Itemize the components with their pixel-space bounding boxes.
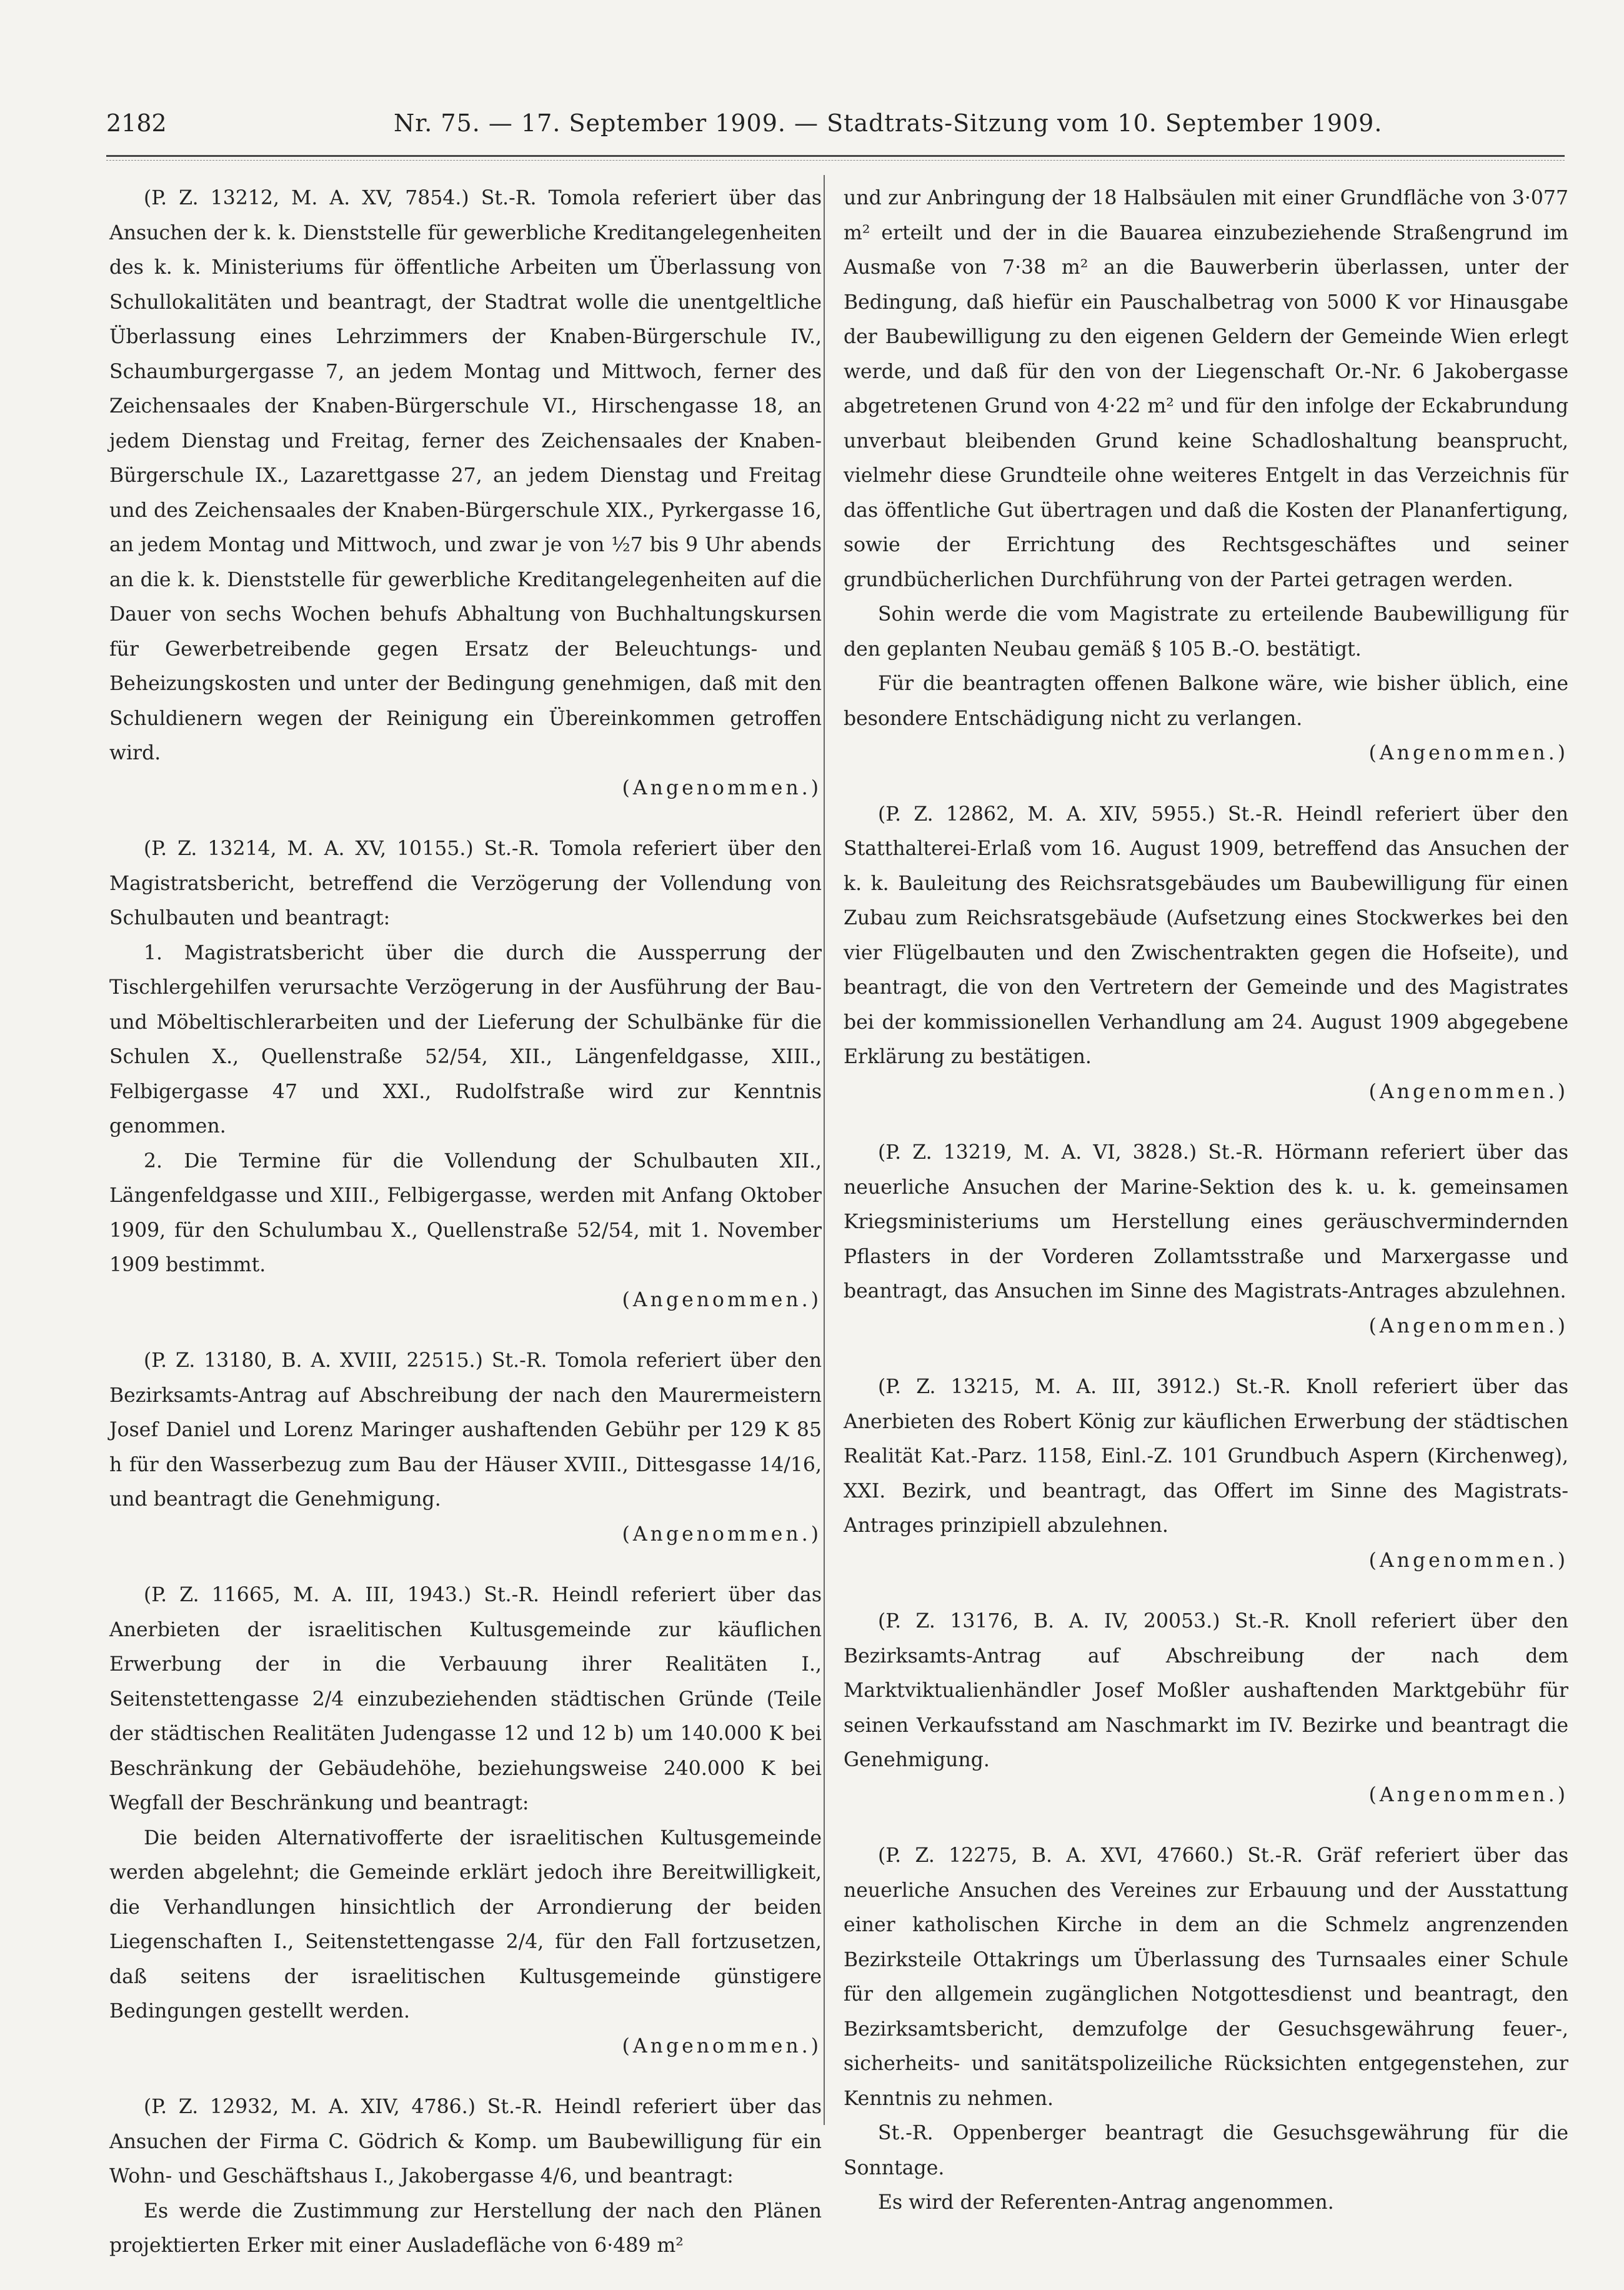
header-rule-dashed — [106, 160, 1565, 161]
agenda-item-subparagraph: Es werde die Zustimmung zur Herstellung der nach den Plänen projektierten Erker mit einer Ausladefläche von 6·489 m² — [109, 2199, 822, 2257]
agenda-item — [109, 2090, 822, 2264]
resolution-result: (Angenommen.) — [1368, 742, 1568, 764]
agenda-item-text: (P. Z. 13219, M. A. VI, 3828.) St.-R. Hörmann referiert über das neuerliche Ansuchen der Marine-Sektion des k. u. k. gemeinsamen Kriegsministeriums um Herstellung eines geräuschvermindernden Pflasters in der Vorderen Zollamtsstraße und Marxergasse und beantragt, das Ansuchen im Sinne des Magistrats-Antrages abzulehnen. — [844, 1141, 1568, 1302]
agenda-item — [844, 181, 1568, 771]
agenda-item — [844, 1839, 1568, 2221]
agenda-item-subparagraph: Die beiden Alternativofferte der israelitischen Kultusgemeinde werden abgelehnt; die Gemeinde erklärt jedoch ihre Bereitwilligkeit, die Verhandlungen hinsichtlich der Arrondierung der beiden Liegenschaften I., Seitenstettengasse 2/4, für den Fall fortzusetzen, daß seitens der israelitischen Kultusgemeinde günstigere Bedingungen gestellt werden. — [109, 1826, 822, 2022]
agenda-item-text: (P. Z. 13214, M. A. XV, 10155.) St.-R. Tomola referiert über den Magistratsbericht, betreffend die Verzögerung der Vollendung von Schulbauten und beantragt: — [109, 838, 822, 929]
agenda-item-subparagraph: Für die beantragten offenen Balkone wäre, wie bisher üblich, eine besondere Entschädigung nicht zu verlangen. — [844, 672, 1568, 730]
right-column — [844, 181, 1568, 2247]
agenda-item-text: (P. Z. 11665, M. A. III, 1943.) St.-R. Heindl referiert über das Anerbieten der israelitischen Kultusgemeinde zur käuflichen Erwerbung der in die Verbauung ihrer Realitäten I., Seitenstettengasse 2/4 einzubeziehenden städtischen Gründe (Teile der städtischen Realitäten Judengasse 12 und 12 b) um 140.000 K bei Beschränkung der Gebäudehöhe, beziehungsweise 240.000 K bei Wegfall der Beschränkung und beantragt: — [109, 1584, 822, 1814]
agenda-item — [844, 798, 1568, 1110]
agenda-item-subparagraph: 2. Die Termine für die Vollendung der Schulbauten XII., Längenfeldgasse und XIII., Felbigergasse, werden mit Anfang Oktober 1909, für den Schulumbau X., Quellenstraße 52/54, mit 1. November 1909 bestimmt. — [109, 1149, 822, 1276]
resolution-result: (Angenommen.) — [1368, 1080, 1568, 1103]
agenda-item-text: (P. Z. 12932, M. A. XIV, 4786.) St.-R. Heindl referiert über das Ansuchen der Firma C. Gödrich & Komp. um Baubewilligung für ein Wohn- und Geschäftshaus I., Jakobergasse 4/6, und beantragt: — [109, 2096, 822, 2188]
page-number: 2182 — [106, 109, 167, 137]
agenda-item-subparagraph: 1. Magistratsbericht über die durch die Aussperrung der Tischlergehilfen verursachte Verzögerung in der Ausführung der Bau- und Möbeltischlerarbeiten und der Lieferung der Schulbänke für die Schulen X., Quellenstraße 52/54, XII., Längenfeldgasse, XIII., Felbigergasse 47 und XXI., Rudolfstraße wird zur Kenntnis genommen. — [109, 941, 822, 1138]
resolution-result: (Angenommen.) — [622, 2034, 822, 2058]
resolution-result: (Angenommen.) — [1368, 1549, 1568, 1572]
agenda-item-subparagraph: St.-R. Oppenberger beantragt die Gesuchsgewährung für die Sonntage. — [844, 2122, 1568, 2179]
agenda-item-text: (P. Z. 13212, M. A. XV, 7854.) St.-R. Tomola referiert über das Ansuchen der k. k. Dienststelle für gewerbliche Kreditangelegenheiten des k. k. Ministeriums für öffentliche Arbeiten um Überlassung von Schullokalitäten und beantragt, der Stadtrat wolle die unentgeltliche Überlassung eines Lehrzimmers der Knaben-Bürgerschule IV., Schaumburgergasse 7, an jedem Montag und Mittwoch, ferner des Zeichensaales der Knaben-Bürgerschule VI., Hirschengasse 18, an jedem Dienstag und Freitag, ferner des Zeichensaales der Knaben-Bürgerschule IX., Lazarettgasse 27, an jedem Dienstag und Freitag und des Zeichensaales der Knaben-Bürgerschule XIX., Pyrkergasse 16, an jedem Montag und Mittwoch, und zwar je von ½7 bis 9 Uhr abends an die k. k. Dienststelle für gewerbliche Kreditangelegenheiten auf die Dauer von sechs Wochen behufs Abhaltung von Buchhaltungskursen für Gewerbetreibende gegen Ersatz der Beleuchtungs- und Beheizungskosten und unter der Bedingung genehmigen, daß mit den Schuldienern wegen der Reinigung ein Übereinkommen getroffen wird. — [109, 187, 822, 764]
left-column — [109, 181, 822, 2290]
agenda-item — [844, 1370, 1568, 1578]
agenda-item-text: (P. Z. 13215, M. A. III, 3912.) St.-R. Knoll referiert über das Anerbieten des Robert König zur käuflichen Erwerbung der städtischen Realität Kat.-Parz. 1158, Einl.-Z. 101 Grundbuch Aspern (Kirchenweg), XXI. Bezirk, und beantragt, das Offert im Sinne des Magistrats-Antrages prinzipiell abzulehnen. — [844, 1376, 1568, 1537]
resolution-result: (Angenommen.) — [622, 1522, 822, 1546]
resolution-result: (Angenommen.) — [1368, 1783, 1568, 1806]
agenda-item-text: (P. Z. 12275, B. A. XVI, 47660.) St.-R. Gräf referiert über das neuerliche Ansuchen des Vereines zur Erbauung und der Ausstattung einer katholischen Kirche in dem an die Schmelz angrenzenden Bezirksteile Ottakrings um Überlassung des Turnsaales einer Schule für den allgemein zugänglichen Notgottesdienst und beantragt, den Bezirksamtsbericht, demzufolge der Gesuchsgewährung feuer-, sicherheits- und sanitätspolizeiliche Rücksichten entgegenstehen, zur Kenntnis zu nehmen. — [844, 1844, 1568, 2110]
agenda-item — [109, 1344, 822, 1552]
agenda-item — [109, 181, 822, 806]
agenda-item-text: (P. Z. 13176, B. A. IV, 20053.) St.-R. Knoll referiert über den Bezirksamts-Antrag auf Abschreibung der nach dem Marktviktualienhändler Josef Moßler aushaftenden Marktgebühr für seinen Verkaufsstand am Naschmarkt im IV. Bezirke und beantragt die Genehmigung. — [844, 1610, 1568, 1771]
agenda-item — [844, 1136, 1568, 1344]
agenda-item — [109, 832, 822, 1318]
page-header — [106, 109, 1549, 153]
agenda-item-text: und zur Anbringung der 18 Halbsäulen mit einer Grundfläche von 3·077 m² erteilt und der in die Bauarea einzubeziehende Straßengrund im Ausmaße von 7·38 m² an die Bauwerberin überlassen, unter der Bedingung, daß hiefür ein Pauschalbetrag von 5000 K vor Hinausgabe der Baubewilligung zu den eigenen Geldern der Gemeinde Wien erlegt werde, und daß für den von der Liegenschaft Or.-Nr. 6 Jakobergasse abgetretenen Grund von 4·22 m² und für den infolge der Eckabrundung unverbaut bleibenden Grund keine Schadloshaltung beansprucht, vielmehr diese Grundteile ohne weiteres Entgelt in das Verzeichnis für das öffentliche Gut übertragen und daß die Kosten der Plananfertigung, sowie der Errichtung des Rechtsgeschäftes und seiner grundbücherlichen Durchführung von der Partei getragen werden. — [844, 187, 1568, 591]
resolution-result: (Angenommen.) — [622, 1288, 822, 1311]
agenda-item-subparagraph: Es wird der Referenten-Antrag angenommen. — [878, 2191, 1334, 2214]
header-rule — [106, 155, 1565, 157]
header-title: Nr. 75. — 17. September 1909. — Stadtrats-Sitzung vom 10. September 1909. — [394, 109, 1383, 137]
agenda-item-text: (P. Z. 12862, M. A. XIV, 5955.) St.-R. Heindl referiert über den Statthalterei-Erlaß vom 16. August 1909, betreffend das Ansuchen der k. k. Bauleitung des Reichsratsgebäudes um Baubewilligung für einen Zubau zum Reichsratsgebäude (Aufsetzung eines Stockwerkes bei den vier Flügelbauten und den Zwischentrakten gegen die Hofseite), und beantragt, die von den Vertretern der Gemeinde und des Magistrates bei der kommissionellen Verhandlung am 24. August 1909 abgegebene Erklärung zu bestätigen. — [844, 802, 1568, 1068]
column-divider — [824, 175, 825, 2125]
resolution-result: (Angenommen.) — [622, 776, 822, 799]
agenda-item-text: (P. Z. 13180, B. A. XVIII, 22515.) St.-R. Tomola referiert über den Bezirksamts-Antrag auf Abschreibung der nach den Maurermeistern Josef Daniel und Lorenz Maringer aushaftenden Gebühr per 129 K 85 h für den Wasserbezug zum Bau der Häuser XVIII., Dittesgasse 14/16, und beantragt die Genehmigung. — [109, 1349, 822, 1511]
agenda-item — [109, 1578, 822, 2064]
agenda-item-subparagraph: Sohin werde die vom Magistrate zu erteilende Baubewilligung für den geplanten Neubau gemäß § 105 B.-O. bestätigt. — [844, 603, 1568, 661]
resolution-result: (Angenommen.) — [1368, 1314, 1568, 1338]
agenda-item — [844, 1604, 1568, 1812]
